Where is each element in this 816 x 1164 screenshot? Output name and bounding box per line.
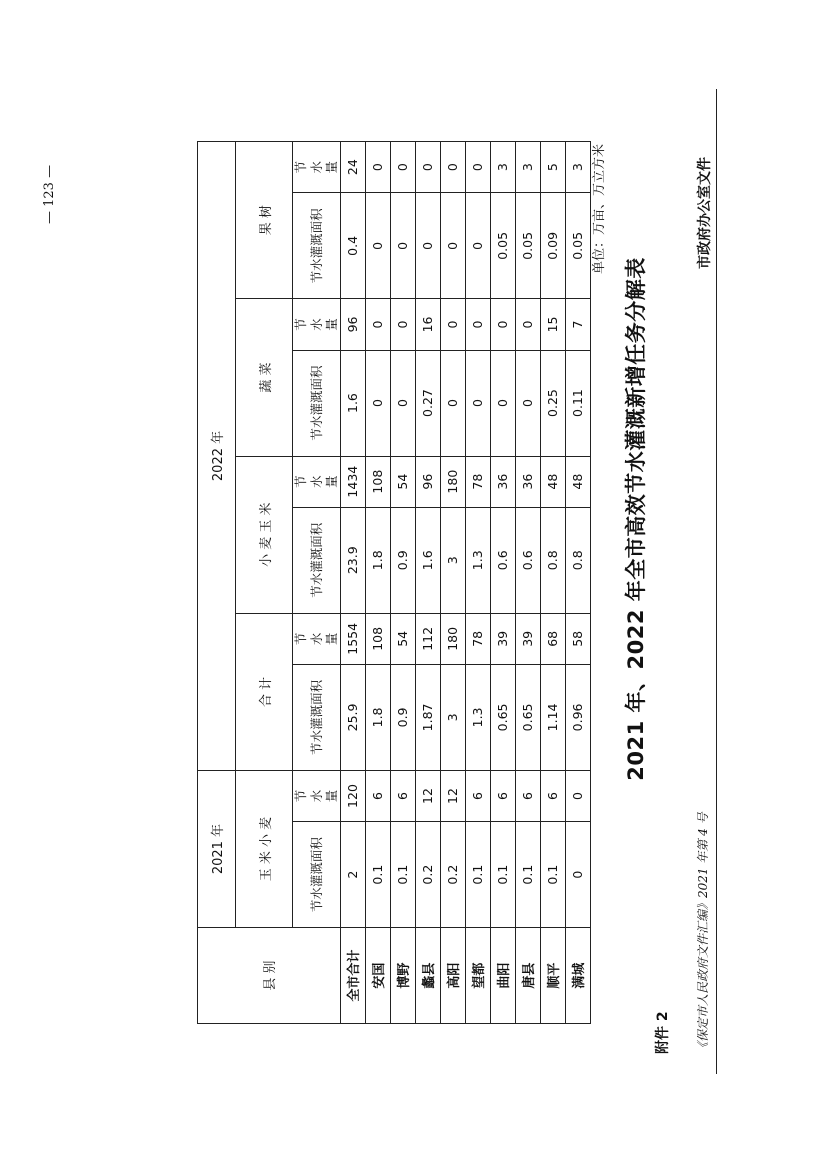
area-cell: 0.27 [415, 350, 440, 456]
area-cell: 1.87 [415, 664, 440, 770]
area-cell: 0.9 [390, 507, 415, 613]
water-cell: 108 [365, 456, 390, 507]
table-body [340, 142, 590, 1024]
page-title: 2021 年、2022 年全市高效节水灌溉新增任务分解表 [624, 257, 648, 781]
area-cell: 0.09 [540, 193, 565, 299]
area-cell: 0.1 [465, 822, 490, 928]
area-cell: 0 [365, 193, 390, 299]
sub-header-area: 节水灌溉面积 [293, 193, 341, 299]
water-cell: 108 [365, 613, 390, 664]
water-cell: 3 [565, 142, 590, 193]
attachment-label: 附件 2 [655, 1011, 671, 1054]
area-cell: 0.8 [565, 507, 590, 613]
area-cell: 0 [415, 193, 440, 299]
water-cell: 54 [390, 613, 415, 664]
area-cell: 0 [390, 193, 415, 299]
county-cell: 满城 [565, 928, 590, 1024]
water-cell: 96 [340, 299, 365, 350]
sub-header-water: 节水量 [293, 613, 341, 664]
area-cell: 3 [440, 664, 465, 770]
water-cell: 3 [490, 142, 515, 193]
area-cell: 1.8 [365, 507, 390, 613]
table-row [340, 142, 365, 1024]
water-cell: 0 [440, 299, 465, 350]
year-2021-header: 2021 年 [198, 770, 236, 927]
area-cell: 0.11 [565, 350, 590, 456]
area-cell: 0.2 [415, 822, 440, 928]
county-cell: 全市合计 [340, 928, 365, 1024]
county-cell: 安国 [365, 928, 390, 1024]
area-cell: 0 [465, 193, 490, 299]
table-row [515, 142, 540, 1024]
header-office: 市政府办公室文件 [697, 157, 713, 269]
water-cell: 48 [565, 456, 590, 507]
water-cell: 0 [440, 142, 465, 193]
county-cell: 蠡县 [415, 928, 440, 1024]
table-row [440, 142, 465, 1024]
water-cell: 24 [340, 142, 365, 193]
water-cell: 0 [390, 299, 415, 350]
water-cell: 112 [415, 613, 440, 664]
water-cell: 0 [365, 299, 390, 350]
water-cell: 7 [565, 299, 590, 350]
area-cell: 23.9 [340, 507, 365, 613]
water-cell: 6 [515, 770, 540, 821]
water-cell: 180 [440, 613, 465, 664]
water-cell: 0 [565, 770, 590, 821]
water-cell: 180 [440, 456, 465, 507]
water-cell: 54 [390, 456, 415, 507]
area-cell: 1.6 [415, 507, 440, 613]
county-cell: 高阳 [440, 928, 465, 1024]
area-cell: 0.96 [565, 664, 590, 770]
water-cell: 5 [540, 142, 565, 193]
water-cell: 39 [515, 613, 540, 664]
area-cell: 0.05 [515, 193, 540, 299]
area-cell: 0.6 [490, 507, 515, 613]
water-cell: 0 [365, 142, 390, 193]
area-cell: 0.9 [390, 664, 415, 770]
page-number: — 123 — [42, 164, 57, 224]
sub-header-area: 节水灌溉面积 [293, 664, 341, 770]
water-cell: 58 [565, 613, 590, 664]
area-cell: 0.1 [365, 822, 390, 928]
area-cell: 0 [365, 350, 390, 456]
water-cell: 0 [515, 299, 540, 350]
area-cell: 1.6 [340, 350, 365, 456]
area-cell: 0.65 [515, 664, 540, 770]
water-cell: 6 [365, 770, 390, 821]
group-wheat-corn: 小 麦 玉 米 [236, 456, 293, 613]
area-cell: 0 [515, 350, 540, 456]
table-row [465, 142, 490, 1024]
area-cell: 0.2 [440, 822, 465, 928]
area-cell: 0.1 [490, 822, 515, 928]
table-row [490, 142, 515, 1024]
group-fruit: 果 树 [236, 142, 293, 299]
sub-header-water: 节水量 [293, 456, 341, 507]
area-cell: 0 [565, 822, 590, 928]
water-cell: 6 [540, 770, 565, 821]
area-cell: 2 [340, 822, 365, 928]
area-cell: 1.3 [465, 664, 490, 770]
sub-header-water: 节水量 [293, 142, 341, 193]
water-cell: 78 [465, 456, 490, 507]
header-rule [716, 89, 717, 1074]
water-cell: 15 [540, 299, 565, 350]
sub-header-area: 节水灌溉面积 [293, 350, 341, 456]
water-cell: 0 [465, 299, 490, 350]
sub-header-water: 节水量 [293, 770, 341, 821]
header-publication: 《保定市人民政府文件汇编》2021 年第 4 号 [696, 812, 710, 1054]
area-cell: 3 [440, 507, 465, 613]
county-header: 县 别 [198, 928, 341, 1024]
water-cell: 1434 [340, 456, 365, 507]
year-2022-header: 2022 年 [198, 142, 236, 771]
water-cell: 0 [465, 142, 490, 193]
table-row [565, 142, 590, 1024]
area-cell: 0 [390, 350, 415, 456]
area-cell: 0.1 [515, 822, 540, 928]
county-cell: 博野 [390, 928, 415, 1024]
area-cell: 0.05 [565, 193, 590, 299]
table-row [415, 142, 440, 1024]
water-cell: 96 [415, 456, 440, 507]
area-cell: 0.8 [540, 507, 565, 613]
water-cell: 36 [490, 456, 515, 507]
area-cell: 0 [465, 350, 490, 456]
unit-note: 单位：万亩、万立方米 [592, 143, 607, 274]
county-cell: 顺平 [540, 928, 565, 1024]
table-row [390, 142, 415, 1024]
water-cell: 48 [540, 456, 565, 507]
table-row [365, 142, 390, 1024]
water-cell: 6 [390, 770, 415, 821]
water-cell: 0 [415, 142, 440, 193]
area-cell: 0 [440, 350, 465, 456]
area-cell: 0.65 [490, 664, 515, 770]
water-cell: 1554 [340, 613, 365, 664]
group-vegetable: 蔬 菜 [236, 299, 293, 456]
area-cell: 0.6 [515, 507, 540, 613]
table-row [540, 142, 565, 1024]
area-cell: 0 [490, 350, 515, 456]
water-cell: 0 [390, 142, 415, 193]
area-cell: 1.3 [465, 507, 490, 613]
water-cell: 36 [515, 456, 540, 507]
water-cell: 6 [465, 770, 490, 821]
group-corn-wheat: 玉 米 小 麦 [236, 770, 293, 927]
group-total: 合 计 [236, 613, 293, 770]
water-cell: 39 [490, 613, 515, 664]
area-cell: 1.14 [540, 664, 565, 770]
area-cell: 25.9 [340, 664, 365, 770]
area-cell: 0.25 [540, 350, 565, 456]
water-cell: 0 [490, 299, 515, 350]
water-cell: 3 [515, 142, 540, 193]
county-cell: 唐县 [515, 928, 540, 1024]
water-cell: 16 [415, 299, 440, 350]
sub-header-area: 节水灌溉面积 [293, 507, 341, 613]
area-cell: 0.1 [540, 822, 565, 928]
water-cell: 68 [540, 613, 565, 664]
area-cell: 0.1 [390, 822, 415, 928]
county-cell: 曲阳 [490, 928, 515, 1024]
water-cell: 12 [440, 770, 465, 821]
water-cell: 6 [490, 770, 515, 821]
area-cell: 0.4 [340, 193, 365, 299]
water-cell: 12 [415, 770, 440, 821]
area-cell: 1.8 [365, 664, 390, 770]
task-table [197, 141, 591, 1024]
area-cell: 0 [440, 193, 465, 299]
area-cell: 0.05 [490, 193, 515, 299]
water-cell: 78 [465, 613, 490, 664]
water-cell: 120 [340, 770, 365, 821]
county-cell: 望都 [465, 928, 490, 1024]
sub-header-water: 节水量 [293, 299, 341, 350]
sub-header-area: 节水灌溉面积 [293, 822, 341, 928]
